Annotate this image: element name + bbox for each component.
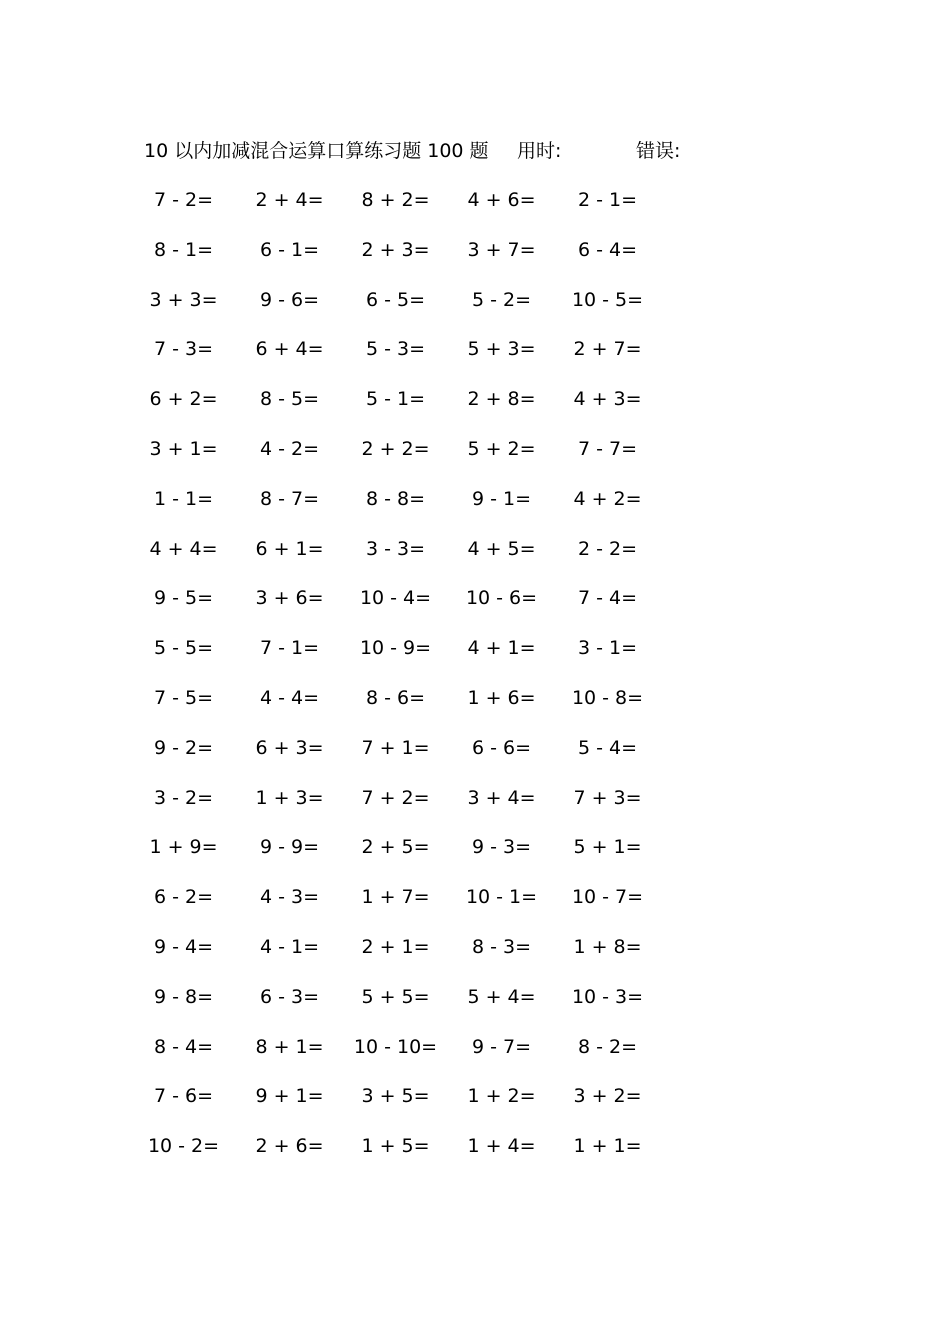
problem-row: [131, 733, 671, 783]
problem-row: [131, 384, 671, 434]
problem-item: 9 - 1=: [471, 487, 532, 510]
problem-item: 4 + 2=: [573, 487, 642, 510]
problem-item: 10 - 1=: [465, 886, 538, 909]
problem-item: 6 - 4=: [577, 238, 638, 261]
problem-row: [131, 534, 671, 584]
problem-item: 4 + 4=: [149, 537, 218, 560]
problem-item: 9 - 7=: [471, 1035, 532, 1058]
problem-item: 2 + 4=: [255, 189, 324, 211]
problem-item: 3 + 7=: [467, 238, 536, 261]
problem-item: 5 + 1=: [573, 836, 642, 859]
problem-item: 1 + 7=: [361, 886, 430, 909]
problem-item: 2 + 5=: [361, 836, 430, 859]
problem-item: 9 - 3=: [471, 836, 532, 859]
problem-item: 9 + 1=: [255, 1085, 324, 1108]
problem-item: 1 + 9=: [149, 836, 218, 859]
problem-item: 6 + 4=: [255, 338, 324, 361]
problem-item: 7 - 4=: [577, 587, 638, 610]
problem-item: 4 - 1=: [259, 935, 320, 958]
problem-item: 3 - 2=: [153, 786, 214, 809]
problem-item: 9 - 4=: [153, 935, 214, 958]
problem-item: 10 - 6=: [465, 587, 538, 610]
problem-item: 8 - 6=: [365, 686, 426, 709]
problem-item: 4 - 4=: [259, 686, 320, 709]
problem-item: 3 + 1=: [149, 437, 218, 460]
problem-item: 6 + 1=: [255, 537, 324, 560]
problem-item: 8 - 4=: [153, 1035, 214, 1058]
problem-row: [131, 1032, 671, 1082]
time-used-label: 用时:: [517, 140, 562, 162]
worksheet-title: 10 以内加减混合运算口算练习题 100 题: [144, 140, 489, 162]
problem-item: 5 + 4=: [467, 985, 536, 1008]
problem-row: [131, 882, 671, 932]
problem-item: 5 + 3=: [467, 338, 536, 361]
problem-item: 9 - 9=: [259, 836, 320, 859]
problem-item: 3 + 2=: [573, 1085, 642, 1108]
problem-item: 6 - 2=: [153, 886, 214, 909]
problem-row: [131, 434, 671, 484]
problem-item: 10 - 10=: [353, 1035, 438, 1058]
problem-item: 6 - 5=: [365, 288, 426, 311]
problem-item: 4 - 3=: [259, 886, 320, 909]
problem-item: 5 - 4=: [577, 736, 638, 759]
problem-item: 10 - 7=: [571, 886, 644, 909]
problem-item: 6 + 2=: [149, 388, 218, 411]
problem-item: 5 - 2=: [471, 288, 532, 311]
problem-item: 10 - 4=: [359, 587, 432, 610]
problem-item: 10 - 5=: [571, 288, 644, 311]
problem-item: 9 - 6=: [259, 288, 320, 311]
problem-item: 2 + 3=: [361, 238, 430, 261]
problem-row: [131, 832, 671, 882]
problem-item: 7 - 6=: [153, 1085, 214, 1108]
problem-item: 7 + 3=: [573, 786, 642, 809]
problem-item: 1 + 1=: [573, 1135, 642, 1158]
problem-item: 6 + 3=: [255, 736, 324, 759]
problem-item: 8 - 5=: [259, 388, 320, 411]
problem-row: [131, 583, 671, 633]
problem-item: 8 + 1=: [255, 1035, 324, 1058]
problem-item: 6 - 6=: [471, 736, 532, 759]
problem-row: [131, 334, 671, 384]
problem-item: 10 - 8=: [571, 686, 644, 709]
problem-item: 8 - 8=: [365, 487, 426, 510]
problem-item: 6 - 1=: [259, 238, 320, 261]
problem-item: 1 + 3=: [255, 786, 324, 809]
problem-item: 2 + 1=: [361, 935, 430, 958]
problem-row: [131, 285, 671, 335]
problem-item: 5 - 5=: [153, 637, 214, 660]
problem-item: 5 - 1=: [365, 388, 426, 411]
problem-item: 4 + 5=: [467, 537, 536, 560]
problem-row: [131, 1131, 671, 1181]
problem-item: 7 - 1=: [259, 637, 320, 660]
problem-row: [131, 235, 671, 285]
problem-item: 8 - 7=: [259, 487, 320, 510]
problem-item: 3 + 5=: [361, 1085, 430, 1108]
problem-item: 1 + 4=: [467, 1135, 536, 1158]
problem-item: 3 - 3=: [365, 537, 426, 560]
problem-item: 6 - 3=: [259, 985, 320, 1008]
problem-item: 7 - 7=: [577, 437, 638, 460]
problem-item: 7 - 3=: [153, 338, 214, 361]
problem-item: 1 + 2=: [467, 1085, 536, 1108]
problem-row: [131, 484, 671, 534]
problem-item: 3 + 3=: [149, 288, 218, 311]
problem-item: 8 - 1=: [153, 238, 214, 261]
problem-item: 2 + 6=: [255, 1135, 324, 1158]
problem-item: 10 - 3=: [571, 985, 644, 1008]
problem-item: 8 + 2=: [361, 189, 430, 211]
problem-item: 1 + 6=: [467, 686, 536, 709]
problem-item: 4 + 1=: [467, 637, 536, 660]
problem-item: 3 + 4=: [467, 786, 536, 809]
problem-item: 2 - 1=: [577, 189, 638, 211]
problem-item: 3 + 6=: [255, 587, 324, 610]
problem-item: 9 - 5=: [153, 587, 214, 610]
problem-row: [131, 683, 671, 733]
problem-item: 2 + 8=: [467, 388, 536, 411]
problem-item: 8 - 3=: [471, 935, 532, 958]
problem-item: 9 - 8=: [153, 985, 214, 1008]
problem-item: 5 + 2=: [467, 437, 536, 460]
problem-item: 7 - 5=: [153, 686, 214, 709]
problem-item: 10 - 2=: [147, 1135, 220, 1158]
problem-item: 2 + 2=: [361, 437, 430, 460]
error-count-label: 错误:: [636, 140, 681, 162]
problem-item: 1 + 5=: [361, 1135, 430, 1158]
problem-item: 4 + 3=: [573, 388, 642, 411]
problem-row: [131, 932, 671, 982]
problem-item: 4 + 6=: [467, 189, 536, 211]
problem-row: [131, 633, 671, 683]
problem-row: [131, 783, 671, 833]
problem-item: 8 - 2=: [577, 1035, 638, 1058]
problem-item: 10 - 9=: [359, 637, 432, 660]
problem-item: 2 - 2=: [577, 537, 638, 560]
problem-item: 7 + 2=: [361, 786, 430, 809]
problem-item: 7 - 2=: [153, 189, 214, 211]
problem-item: 9 - 2=: [153, 736, 214, 759]
problem-item: 5 - 3=: [365, 338, 426, 361]
problem-row: [131, 1081, 671, 1131]
problem-grid: [131, 185, 671, 1181]
problem-item: 1 + 8=: [573, 935, 642, 958]
problem-item: 7 + 1=: [361, 736, 430, 759]
problem-row: [131, 982, 671, 1032]
problem-item: 1 - 1=: [153, 487, 214, 510]
problem-item: 4 - 2=: [259, 437, 320, 460]
problem-item: 5 + 5=: [361, 985, 430, 1008]
problem-row: [131, 185, 671, 235]
problem-item: 2 + 7=: [573, 338, 642, 361]
problem-item: 3 - 1=: [577, 637, 638, 660]
